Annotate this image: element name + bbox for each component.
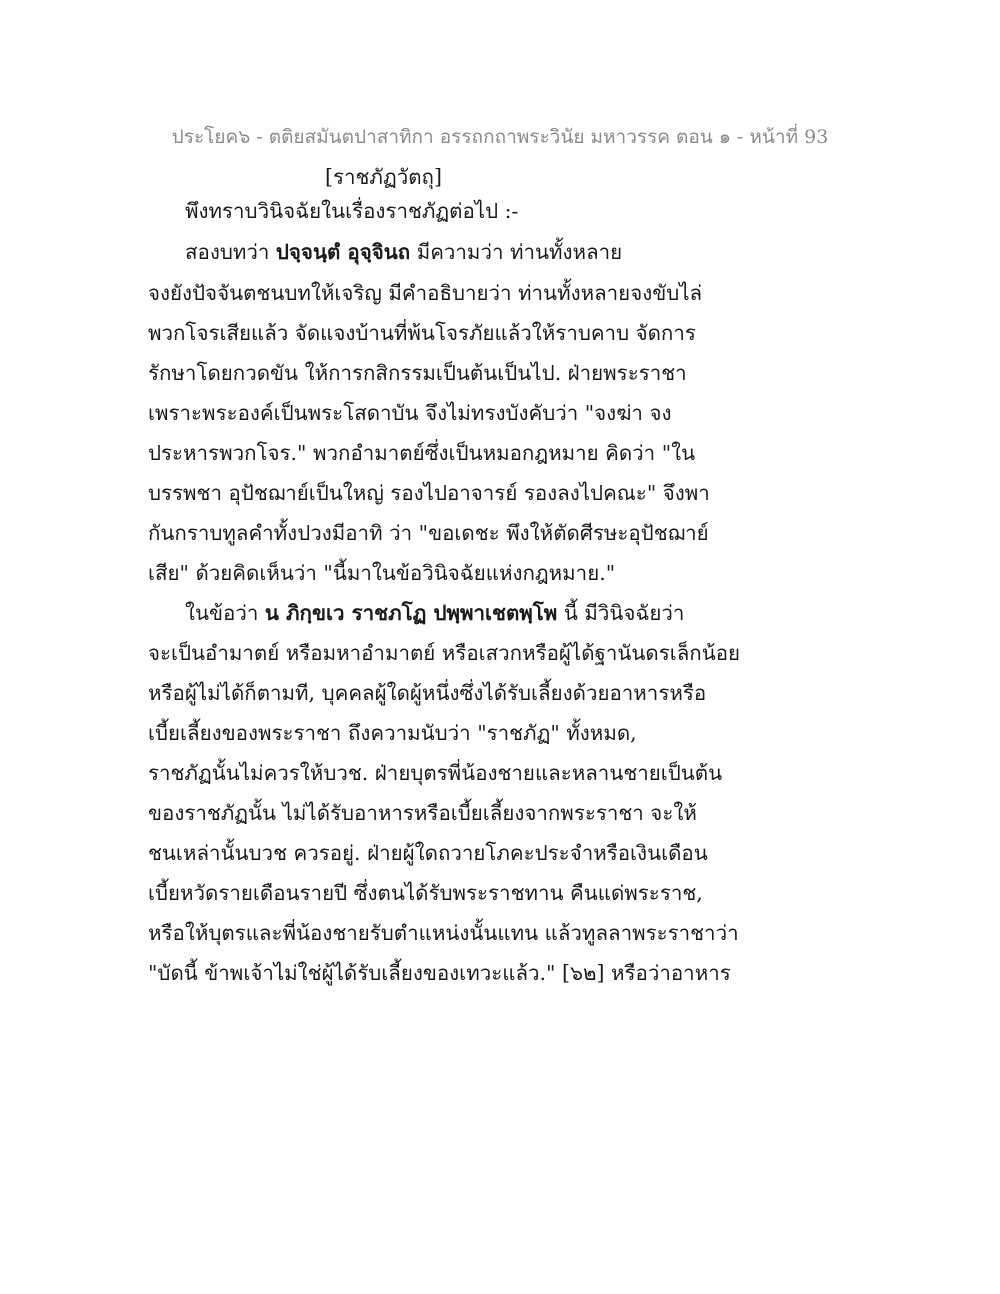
text-line: เบี้ยเลี้ยงของพระราชา ถึงความนับว่า "ราชภัฏ" ทั้งหมด, (148, 721, 637, 745)
section-title: [ราชภัฏวัตถุ] (325, 165, 442, 189)
text-line: ประหารพวกโจร." พวกอำมาตย์ซึ่งเป็นหมอกฎหมาย คิดว่า "ใน (148, 441, 696, 465)
pali-term: น ภิกฺขเว ราชภโฏ ปพฺพาเชตพฺโพ (264, 601, 558, 625)
text-line: เสีย" ด้วยคิดเห็นว่า "นี้มาในข้อวินิจฉัยแห่งกฎหมาย." (148, 561, 616, 585)
text-line: จงยังปัจจันตชนบทให้เจริญ มีคำอธิบายว่า ท่านทั้งหลายจงขับไล่ (148, 281, 703, 305)
text-line: ราชภัฏนั้นไม่ควรให้บวช. ฝ่ายบุตรพี่น้องชายและหลานชายเป็นต้น (148, 761, 723, 785)
text-line: เพราะพระองค์เป็นพระโสดาบัน จึงไม่ทรงบังคับว่า "จงฆ่า จง (148, 401, 672, 425)
text-line: หรือให้บุตรและพี่น้องชายรับตำแหน่งนั้นแทน แล้วทูลลาพระราชาว่า (148, 921, 739, 945)
text-line: กันกราบทูลคำทั้งปวงมีอาทิ ว่า "ขอเดชะ พึงให้ตัดศีรษะอุปัชฌาย์ (148, 521, 709, 545)
text-line: จะเป็นอำมาตย์ หรือมหาอำมาตย์ หรือเสวกหรือผู้ได้ฐานันดรเล็กน้อย (148, 641, 741, 665)
page-header-text: ประโยค๖ - ตติยสมันตปาสาทิกา อรรถกถาพระวินัย มหาวรรค ตอน ๑ - หน้าที่ 93 (171, 126, 829, 148)
text-line: รักษาโดยกวดขัน ให้การกสิกรรมเป็นต้นเป็นไป. ฝ่ายพระราชา (148, 361, 687, 385)
text-line: สองบทว่า ปจฺจนฺตํ อุจฺจินถ มีความว่า ท่านทั้งหลาย (185, 240, 623, 264)
text-line: หรือผู้ไม่ได้ก็ตามที, บุคคลผู้ใดผู้หนึ่งซึ่งได้รับเลี้ยงด้วยอาหารหรือ (148, 681, 707, 705)
text-line: ชนเหล่านั้นบวช ควรอยู่. ฝ่ายผู้ใดถวายโภคะประจำหรือเงินเดือน (148, 841, 708, 865)
text-line: บรรพชา อุปัชฌาย์เป็นใหญ่ รองไปอาจารย์ รองลงไปคณะ" จึงพา (148, 481, 710, 505)
pali-term: ปจฺจนฺตํ อุจฺจินถ (275, 240, 411, 264)
text-line: "บัดนี้ ข้าพเจ้าไม่ใช่ผู้ได้รับเลี้ยงของเทวะแล้ว." [๖๒] หรือว่าอาหาร (148, 961, 731, 985)
page-header (0, 122, 1000, 152)
text-line: เบี้ยหวัดรายเดือนรายปี ซึ่งตนได้รับพระราชทาน คืนแด่พระราช, (148, 881, 703, 905)
text-line: พวกโจรเสียแล้ว จัดแจงบ้านที่พ้นโจรภัยแล้วให้ราบคาบ จัดการ (148, 321, 696, 345)
text-line: พึงทราบวินิจฉัยในเรื่องราชภัฏต่อไป :- (185, 199, 519, 223)
text-line: ในข้อว่า น ภิกฺขเว ราชภโฏ ปพฺพาเชตพฺโพ นี้ มีวินิจฉัยว่า (185, 601, 685, 625)
text-line: ของราชภัฏนั้น ไม่ได้รับอาหารหรือเบี้ยเลี้ยงจากพระราชา จะให้ (148, 801, 697, 825)
